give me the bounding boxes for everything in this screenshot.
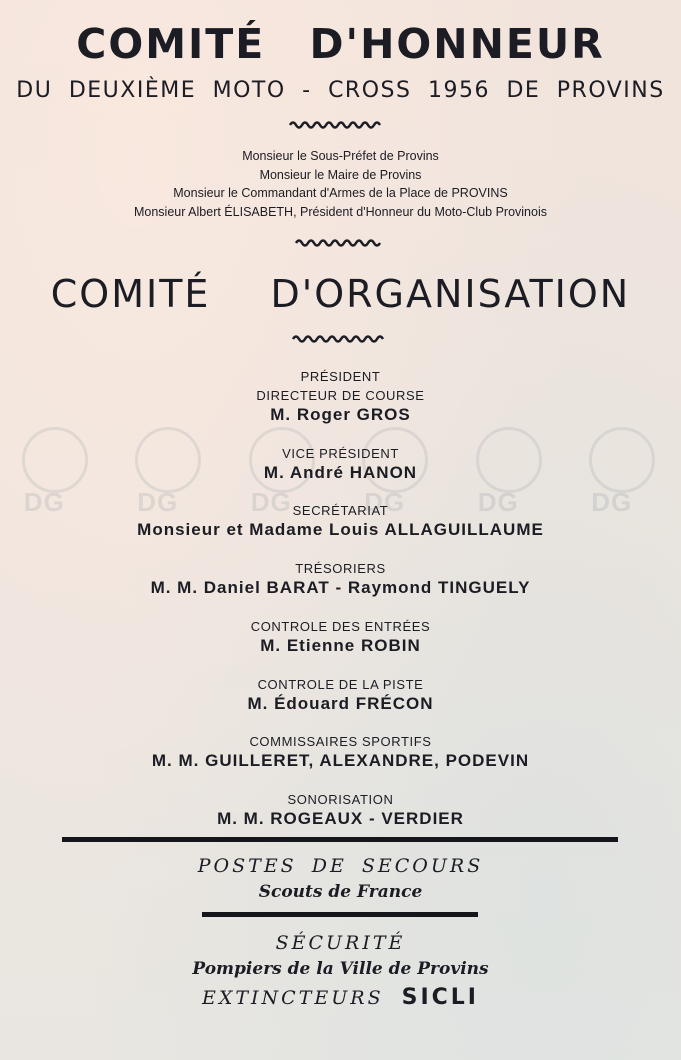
section-rule <box>202 912 478 917</box>
role-person: M. Roger GROS <box>270 405 411 424</box>
role-block <box>0 619 681 656</box>
watermark-stamp: DG <box>456 425 566 525</box>
role-block <box>0 734 681 771</box>
honor-title: COMITÉ D'HONNEUR <box>76 20 605 68</box>
watermark-stamp: DG <box>342 425 452 525</box>
watermark-stamp: DG <box>2 425 112 525</box>
role-block <box>0 561 681 598</box>
role-block <box>0 677 681 714</box>
role-label: CONTROLE DE LA PISTE <box>257 677 424 692</box>
role-person: M. M. ROGEAUX - VERDIER <box>217 809 464 828</box>
role-block <box>0 388 681 425</box>
role-person: Monsieur et Madame Louis ALLAGUILLAUME <box>137 520 544 539</box>
role-label: SECRÉTARIAT <box>292 503 389 518</box>
ornament-divider <box>0 238 681 248</box>
extincteurs-line <box>0 985 681 1010</box>
role-label: COMMISSAIRES SPORTIFS <box>249 734 432 749</box>
role-person: M. Édouard FRÉCON <box>247 694 434 713</box>
extincteurs-label: EXTINCTEURS <box>201 987 384 1009</box>
ornament-divider <box>0 334 681 344</box>
role-person: M. M. GUILLERET, ALEXANDRE, PODEVIN <box>151 751 530 770</box>
honor-member: Monsieur le Commandant d'Armes de la Place de PROVINS <box>173 186 508 200</box>
role-label: TRÉSORIERS <box>295 561 386 576</box>
watermark-stamp: DG <box>229 425 339 525</box>
honor-subtitle: DU DEUXIÈME MOTO - CROSS 1956 DE PROVINS <box>16 78 665 103</box>
role-label: PRÉSIDENT <box>300 369 381 384</box>
secours-provider: Scouts de France <box>258 882 423 902</box>
role-person: M. M. Daniel BARAT - Raymond TINGUELY <box>150 578 531 597</box>
role-label: VICE PRÉSIDENT <box>282 446 399 461</box>
role-block <box>0 446 681 483</box>
organisation-title: COMITÉ D'ORGANISATION <box>50 272 631 316</box>
role-label: CONTROLE DES ENTRÉES <box>250 619 431 634</box>
watermark-stamp: DG <box>115 425 225 525</box>
honor-member: Monsieur le Sous-Préfet de Provins <box>242 149 439 163</box>
role-label: SONORISATION <box>287 792 394 807</box>
ornament-divider <box>0 120 681 130</box>
watermark-stamp: DG <box>569 425 679 525</box>
honor-member: Monsieur Albert ÉLISABETH, Président d'Honneur du Moto-Club Provinois <box>133 204 547 219</box>
role-person: M. Etienne ROBIN <box>260 636 421 655</box>
role-label: DIRECTEUR DE COURSE <box>256 388 425 403</box>
role-block <box>0 792 681 829</box>
role-person: M. André HANON <box>263 463 418 482</box>
extincteurs-brand: SICLI <box>401 985 479 1010</box>
honor-members-list <box>0 147 681 221</box>
securite-title: SÉCURITÉ <box>275 932 406 954</box>
securite-provider: Pompiers de la Ville de Provins <box>192 959 489 979</box>
secours-title: POSTES DE SECOURS <box>197 855 484 877</box>
section-rule <box>62 837 618 842</box>
honor-member: Monsieur le Maire de Provins <box>259 167 422 182</box>
role-block <box>0 503 681 540</box>
